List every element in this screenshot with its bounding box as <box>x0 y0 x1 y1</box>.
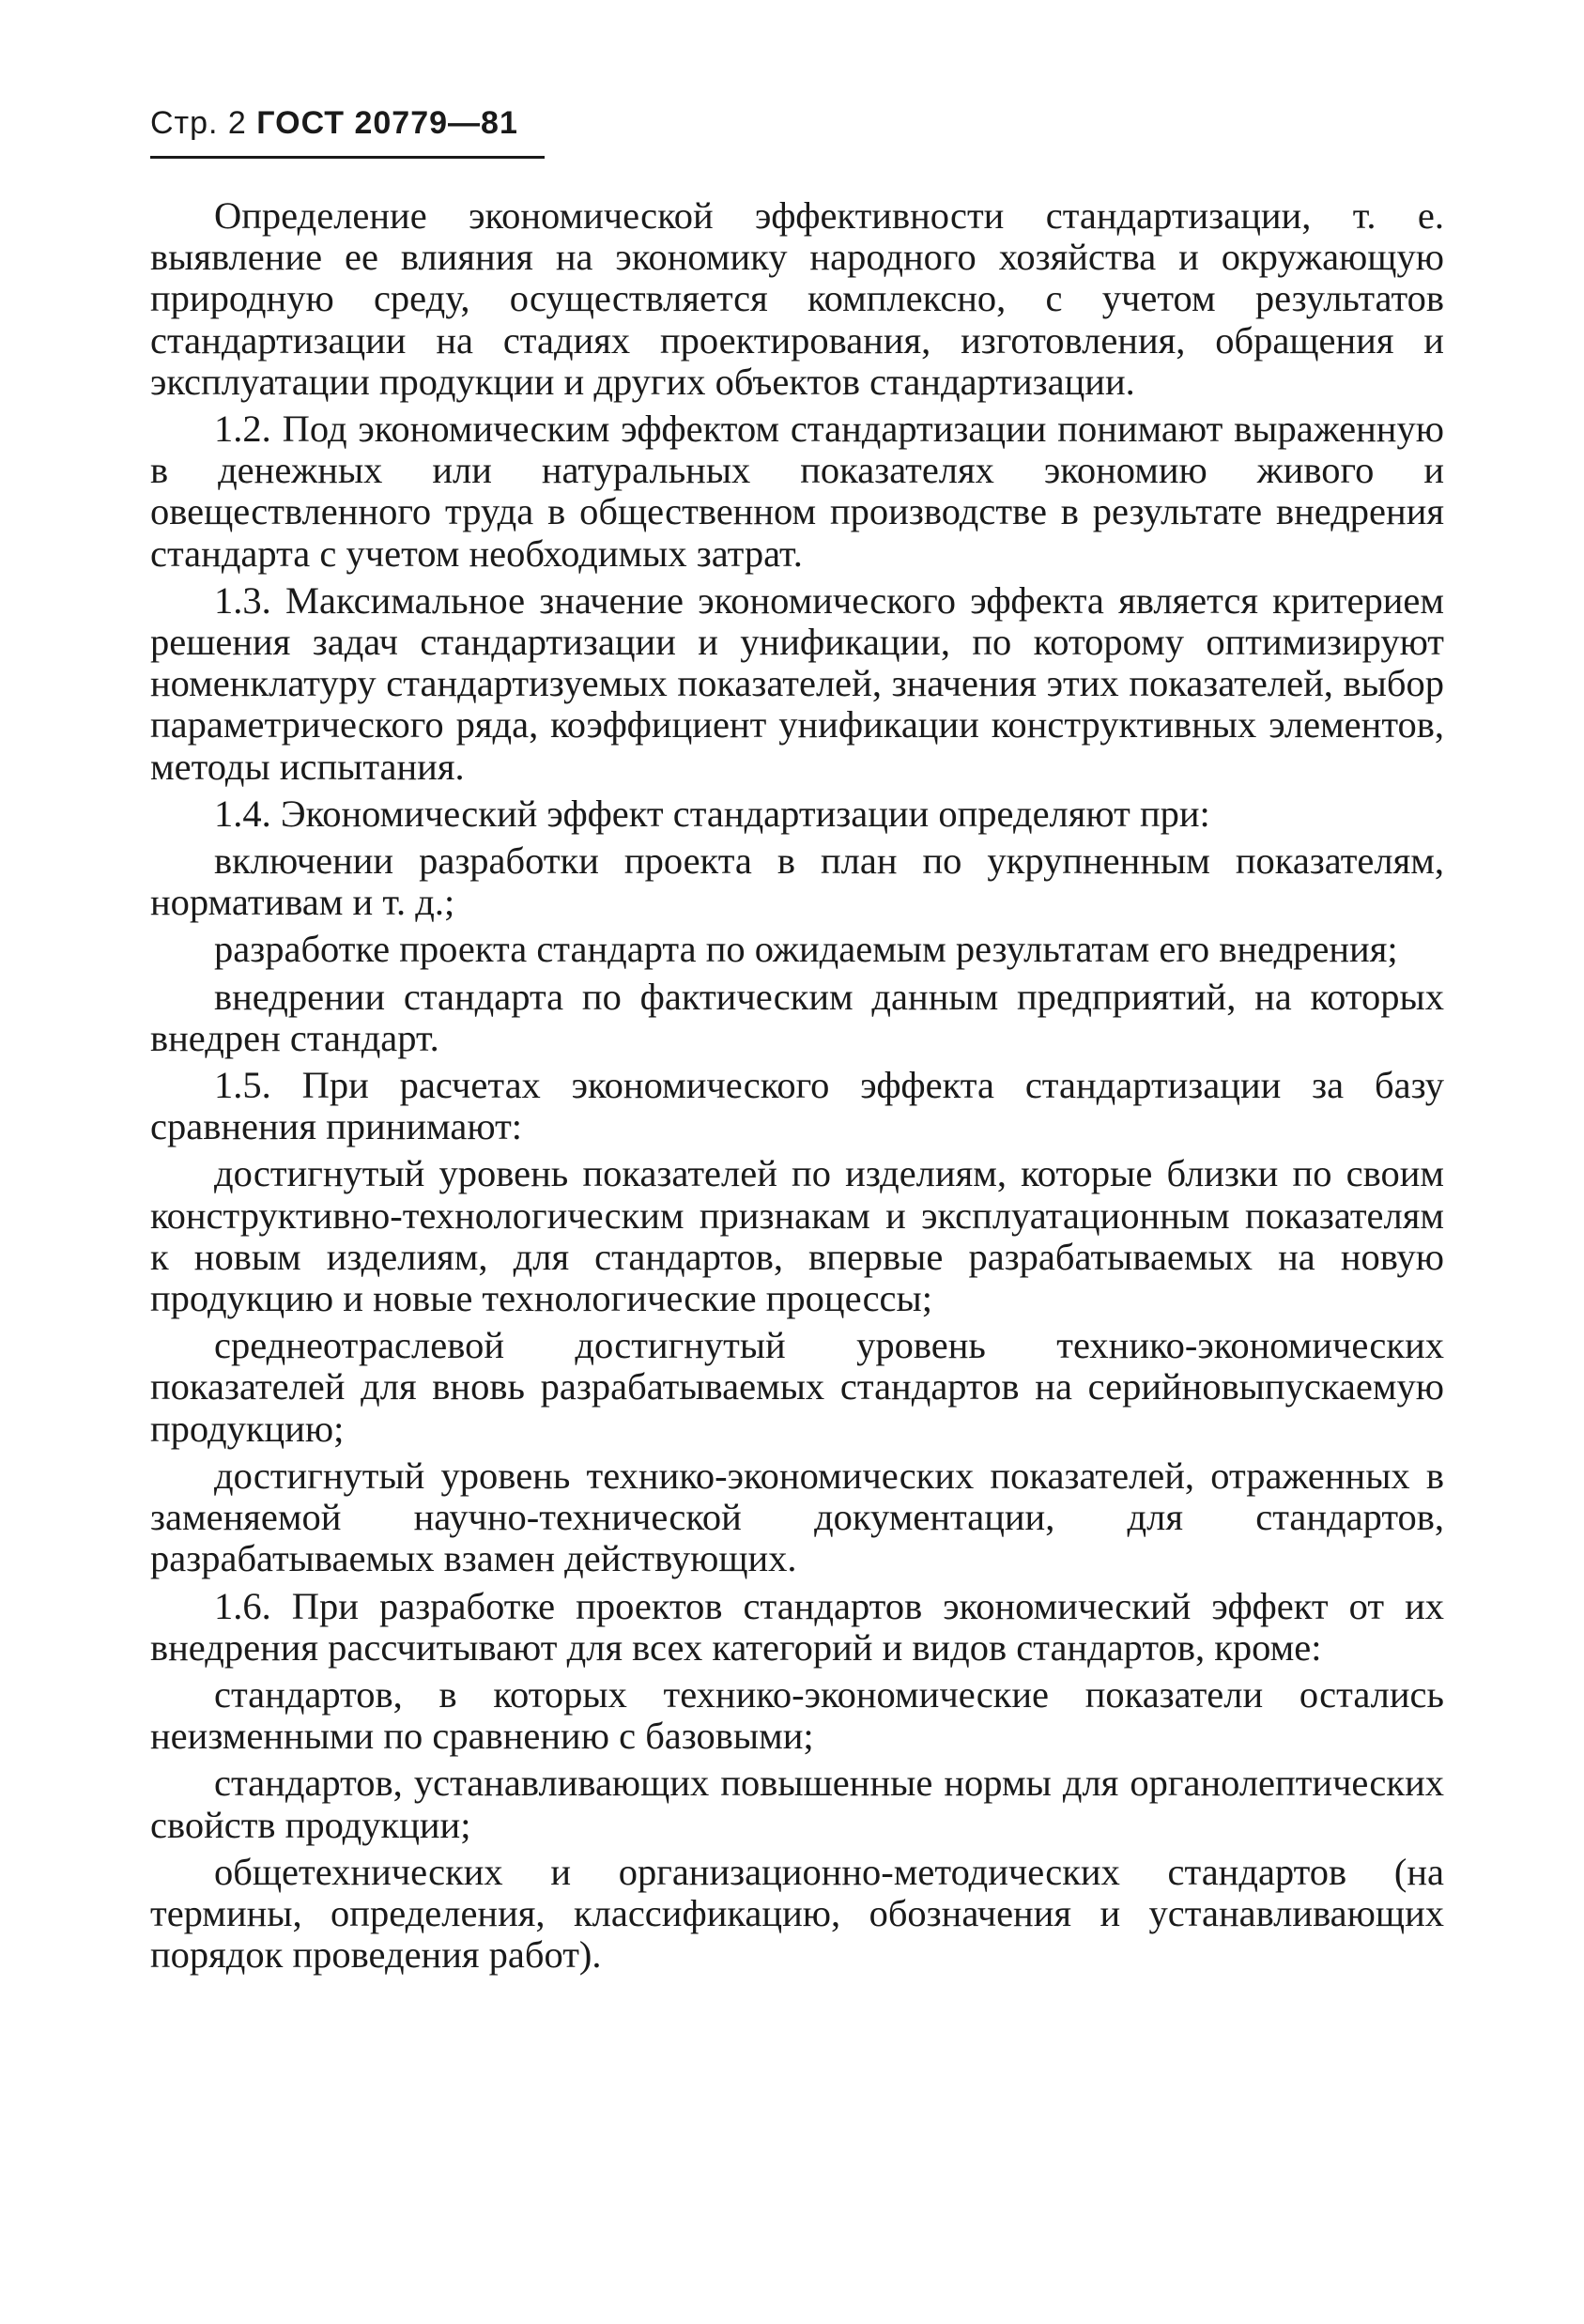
list-item: общетехнических и организационно-методических стандартов (на термины, определения, классификацию, обозначения и устанавливающих порядок проведения работ). <box>150 1850 1444 1977</box>
list-item: разработке проекта стандарта по ожидаемым результатам его внедрения; <box>214 928 1398 971</box>
list-item: достигнутый уровень технико-экономических показателей, отраженных в заменяемой научно-технической документации, для стандартов, разрабатываемых взамен действующих. <box>150 1454 1444 1580</box>
list-item: стандартов, устанавливающих повышенные нормы для органолептических свойств продукции; <box>150 1762 1444 1846</box>
list-item: среднеотраслевой достигнутый уровень технико-экономических показателей для вновь разрабатываемых стандартов на серийновыпускаемую продукцию; <box>150 1324 1444 1450</box>
document-body <box>150 195 1444 1981</box>
paragraph-1-4: 1.4. Экономический эффект стандартизации определяют при: <box>214 792 1210 835</box>
page-header <box>150 105 518 142</box>
list-item: включении разработки проекта в план по укрупненным показателям, нормативам и т. д.; <box>150 839 1444 924</box>
paragraph-1-3: 1.3. Максимальное значение экономического эффекта является критерием решения задач стандартизации и унификации, по которому оптимизируют номенклатуру стандартизуемых показателей, значения этих показателей, выбор параметрического ряда, коэффициент унификации конструктивных элементов, методы испытания. <box>150 578 1444 788</box>
list-item: внедрении стандарта по фактическим данным предприятий, на которых внедрен стандарт. <box>150 975 1444 1059</box>
paragraph-1-5: 1.5. При расчетах экономического эффекта стандартизации за базу сравнения принимают: <box>150 1064 1444 1148</box>
standard-number: ГОСТ 20779—81 <box>256 105 518 141</box>
paragraph-intro: Определение экономической эффективности стандартизации, т. е. выявление ее влияния на экономику народного хозяйства и окружающую природную среду, осуществляется комплексно, с учетом результатов стандартизации на стадиях проектирования, изготовления, обращения и эксплуатации продукции и других объектов стандартизации. <box>150 194 1444 403</box>
page-number: Стр. 2 <box>150 105 247 141</box>
list-item: стандартов, в которых технико-экономические показатели остались неизменными по сравнению с базовыми; <box>150 1672 1444 1758</box>
header-divider <box>150 156 545 159</box>
paragraph-1-2: 1.2. Под экономическим эффектом стандартизации понимают выраженную в денежных или натуральных показателях экономию живого и овеществленного труда в общественном производстве в результате внедрения стандарта с учетом необходимых затрат. <box>150 408 1444 575</box>
paragraph-1-6: 1.6. При разработке проектов стандартов экономический эффект от их внедрения рассчитывают для всех категорий и видов стандартов, кроме: <box>150 1584 1444 1669</box>
list-item: достигнутый уровень показателей по изделиям, которые близки по своим конструктивно-технологическим признакам и эксплуатационным показателям к новым изделиям, для стандартов, впервые разрабатываемых на новую продукцию и новые технологические процессы; <box>150 1152 1444 1320</box>
